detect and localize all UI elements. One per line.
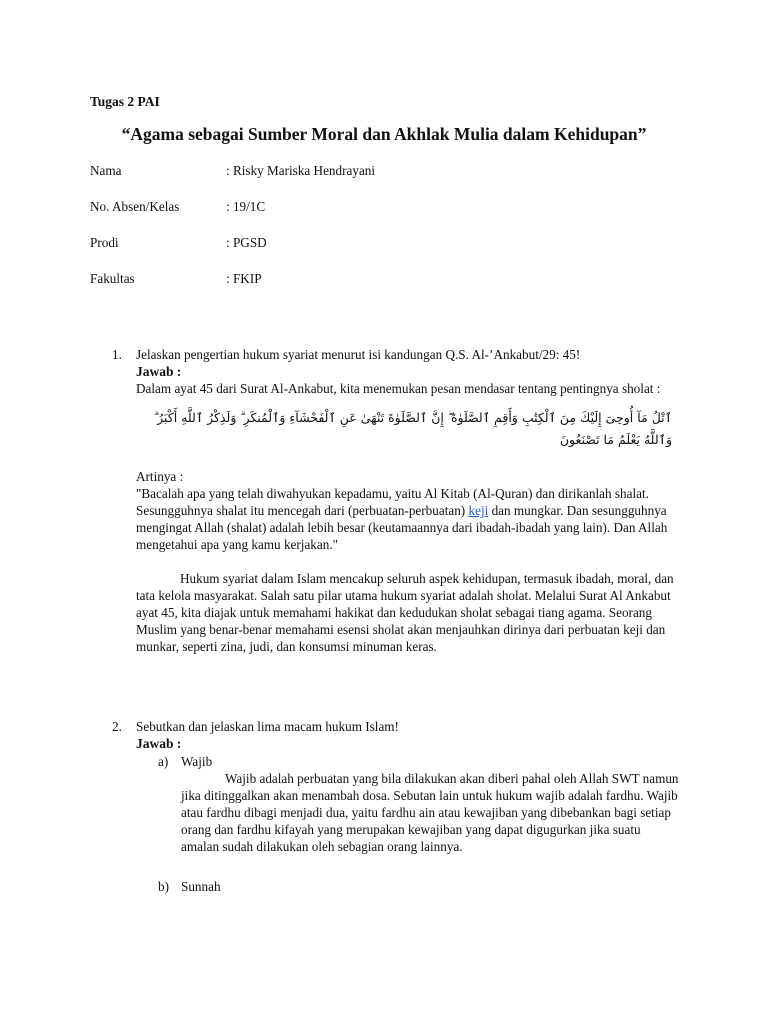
list-item-letter: b) xyxy=(158,879,169,894)
list-item-title: Wajib xyxy=(181,754,213,769)
info-label: Prodi xyxy=(90,235,119,250)
answer-intro: Dalam ayat 45 dari Surat Al-Ankabut, kita menemukan pesan mendasar tentang pentingnya sholat : xyxy=(136,381,661,396)
question-text: Sebutkan dan jelaskan lima macam hukum Islam! xyxy=(136,719,399,734)
explanation-paragraph: Hukum syariat dalam Islam mencakup seluruh aspek kehidupan, termasuk ibadah, moral, dan tata kelola masyarakat. Salah satu pilar utama hukum syariat adalah sholat. Melalui Surat Al Ankabut ayat 45, kita diajak untuk memahami hakikat dan kedudukan sholat sebagai tiang agama. Seorang Muslim yang benar-benar memahami esensi sholat akan menjauhkan dirinya dari perbuatan keji dan munkar, seperti zina, judi, dan konsumsi minuman keras. xyxy=(136,571,674,654)
translation-text: "Bacalah apa yang telah diwahyukan kepadamu, yaitu Al Kitab (Al-Quran) dan dirikanlah shalat. Sesungguhnya shalat itu mencegah dari (perbuatan-perbuatan) xyxy=(136,486,649,518)
assignment-label: Tugas 2 PAI xyxy=(90,94,160,109)
list-item-body xyxy=(181,770,681,855)
info-row-absen-kelas xyxy=(90,198,690,216)
question-number: 2. xyxy=(112,719,122,734)
info-value: : PGSD xyxy=(226,235,267,250)
answer-label: Jawab : xyxy=(136,736,182,751)
keji-link[interactable]: keji xyxy=(468,503,489,518)
info-value: : 19/1C xyxy=(226,199,266,214)
translation-text: dan mungkar. Dan sesungguhnya mengingat Allah (shalat) adalah lebih besar (keutamaannya dari ibadah-ibadah yang lain). Dan Allah mengetahui apa yang kamu kerjakan." xyxy=(136,503,668,552)
list-item-paragraph: Wajib adalah perbuatan yang bila dilakukan akan diberi pahal oleh Allah SWT namun jika ditinggalkan akan menambah dosa. Sebutan lain untuk hukum wajib adalah fardhu. Wajib atau fardhu dibagi menjadi dua, yaitu fardhu ain atau kewajiban yang dibebankan bagi setiap orang dan fardhu kifayah yang merupakan kewajiban yang dapat digugurkan jika suatu amalan sudah dilakukan oleh sebagian orang lainnya. xyxy=(181,771,679,854)
document-title: “Agama sebagai Sumber Moral dan Akhlak Mulia dalam Kehidupan” xyxy=(121,124,647,144)
arabic-verse: ٱتْلُ مَآ أُوحِىَ إِلَيْكَ مِنَ ٱلْكِتَٰبِ وَأَقِمِ ٱلصَّلَوٰةَ ۖ إِنَّ ٱلصَّلَوٰةَ تَنْهَىٰ عَنِ ٱلْفَحْشَآءِ وَٱلْمُنكَرِ ۗ وَلَذِكْرُ ٱللَّهِ أَكْبَرُ ۗ وَٱللَّهُ يَعْلَمُ مَا تَصْنَعُونَ xyxy=(153,410,672,447)
info-value: : Risky Mariska Hendrayani xyxy=(226,163,376,178)
question-1-block xyxy=(136,346,676,655)
list-item-letter: a) xyxy=(158,754,169,769)
list-item-title: Sunnah xyxy=(181,879,221,894)
info-value: : FKIP xyxy=(226,271,262,286)
question-2-block xyxy=(136,718,676,752)
answer-label: Jawab : xyxy=(136,364,182,379)
artinya-label: Artinya : xyxy=(136,469,184,484)
info-label: Nama xyxy=(90,163,122,178)
info-row-fakultas xyxy=(90,270,690,288)
info-row-prodi xyxy=(90,234,690,252)
info-row-nama xyxy=(90,162,690,180)
question-number: 1. xyxy=(112,347,122,362)
question-text: Jelaskan pengertian hukum syariat menurut isi kandungan Q.S. Al-’Ankabut/29: 45! xyxy=(136,347,581,362)
info-label: No. Absen/Kelas xyxy=(90,199,180,214)
info-label: Fakultas xyxy=(90,271,135,286)
verse-translation xyxy=(136,485,676,553)
